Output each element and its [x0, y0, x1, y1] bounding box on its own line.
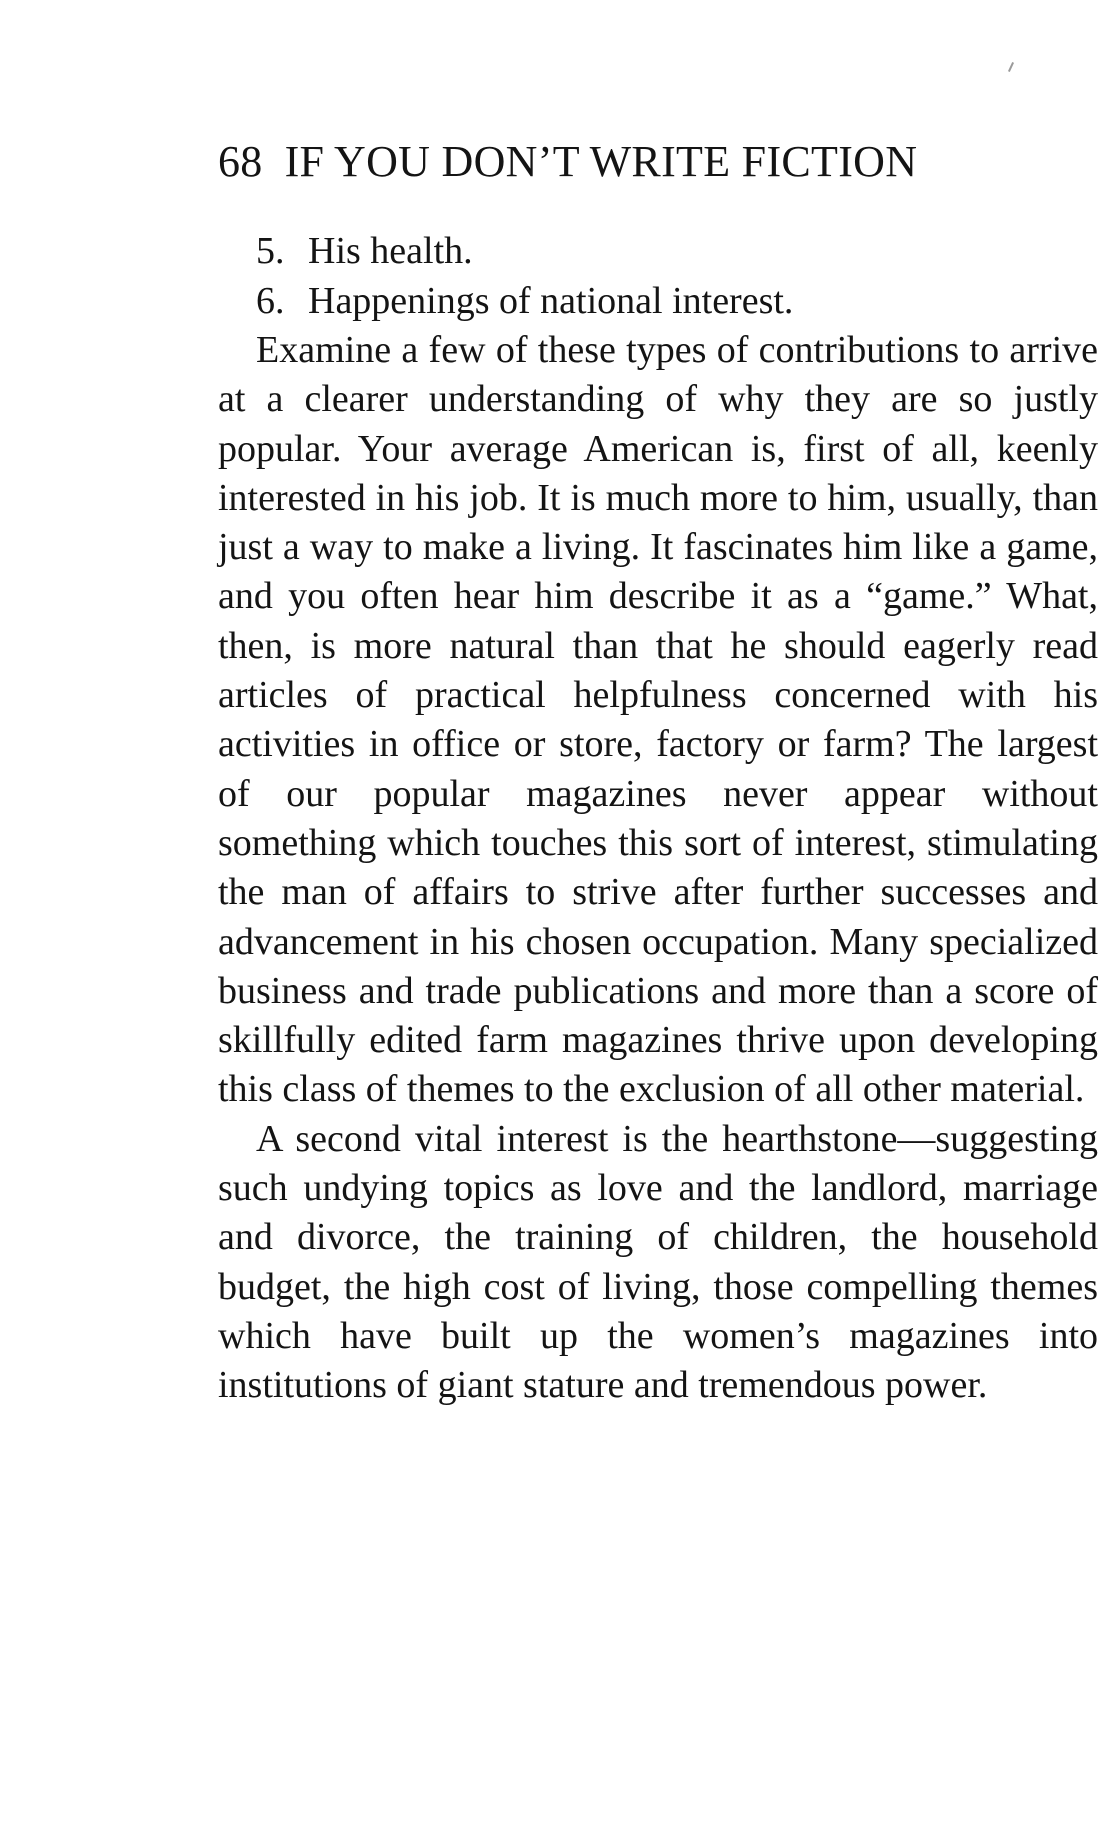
numbered-list: [256, 226, 1036, 326]
running-header: [218, 134, 1018, 190]
body-text: [218, 326, 1098, 1411]
list-item-number: 5.: [256, 230, 285, 272]
running-title: IF YOU DON’T WRITE FICTION: [284, 137, 918, 186]
scan-speck: [1008, 62, 1014, 72]
list-item: [256, 276, 1036, 326]
list-item-number: 6.: [256, 280, 285, 322]
list-item: [256, 226, 1036, 276]
list-item-text: His health.: [308, 230, 473, 272]
page-number: 68: [218, 137, 263, 186]
paragraph: Examine a few of these types of contributions to arrive at a clearer understanding of why they are so justly popular. Your average American is, first of all, keenly interested in his job. It is much more to him, usually, than just a way to make a living. It fascinates him like a game, and you often hear him describe it as a “game.” What, then, is more natural than that he should eagerly read articles of practical helpfulness concerned with his activities in office or store, factory or farm? The largest of our popular magazines never appear without something which touches this sort of interest, stimulating the man of affairs to strive after further successes and advancement in his chosen occupation. Many specialized business and trade publications and more than a score of skillfully edited farm magazines thrive upon developing this class of themes to the exclusion of all other material.: [218, 329, 1098, 1111]
list-item-text: Happenings of national interest.: [308, 280, 794, 322]
paragraph: A second vital interest is the hearthstone—suggesting such undying topics as love and the landlord, marriage and divorce, the training of children, the household budget, the high cost of living, those compelling themes which have built up the women’s magazines into institutions of giant stature and tremendous power.: [218, 1117, 1098, 1407]
